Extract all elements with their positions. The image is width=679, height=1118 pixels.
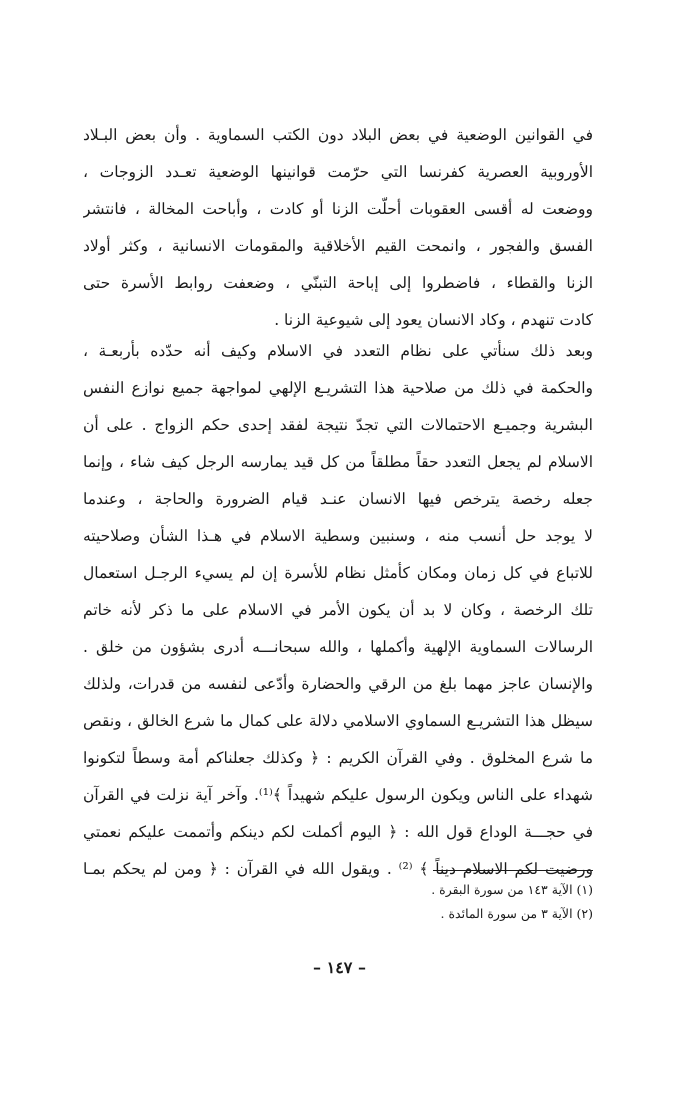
text-line: في حجـــة الوداع قول الله : ﴿ اليوم أكملت لكم دينكم وأتممت عليكم نعمتي bbox=[83, 823, 593, 841]
text-line: والإنسان عاجز مهما بلغ من الرقي والحضارة وأدّعى لنفسه من قدرات، ولذلك bbox=[83, 675, 593, 693]
text-line: الاسلام لم يجعل التعدد حقاً مطلقاً من كل قيد يمارسه الرجل كيف شاء ، وإنما bbox=[83, 453, 593, 471]
text-line: الرسالات السماوية الإلهية وأكملها ، والله سبحانـــه أدرى بشؤون من خلق . bbox=[83, 638, 593, 656]
text-line: ما شرع المخلوق . وفي القرآن الكريم : ﴿ وكذلك جعلناكم أمة وسطاً لتكونوا bbox=[83, 749, 593, 767]
text-line: والحكمة في ذلك من صلاحية هذا التشريـع الإلهي لمواجهة جميع نوازع النفس bbox=[83, 379, 593, 397]
text-line: في القوانين الوضعية في بعض البلاد دون الكتب السماوية . وأن بعض البـلاد bbox=[83, 126, 593, 144]
text-line: لا يوجد حل أنسب منه ، وسنبين وسطية الاسلام في هـذا الشأن وصلاحيته bbox=[83, 527, 593, 545]
text-line: سيظل هذا التشريـع السماوي الاسلامي دلالة على كمال ما شرع الخالق ، ونقص bbox=[83, 712, 593, 730]
text-line: الفسق والفجور ، وانمحت القيم الأخلاقية والمقومات الانسانية ، وكثر أولاد bbox=[83, 237, 593, 255]
text-line: تلك الرخصة ، وكان لا بد أن يكون الأمر في الاسلام على ما ذكر لأنه خاتم bbox=[83, 601, 593, 619]
footnote-2: (٢) الآية ٣ من سورة المائدة . bbox=[440, 906, 593, 921]
page-number: – ١٤٧ – bbox=[313, 958, 366, 977]
text-line: الأوروبية العصرية كفرنسا التي حرّمت قوانينها الوضعية تعـدد الزوجات ، bbox=[83, 163, 593, 181]
text-line: للاتباع في كل زمان ومكان كأمثل نظام للأسرة إن لم يسيء الرجـل استعمال bbox=[83, 564, 593, 582]
text-line: شهداء على الناس ويكون الرسول عليكم شهيداً ﴾⁽¹⁾. وآخر آية نزلت في القرآن bbox=[83, 786, 593, 804]
text-line: ورضيت لكم الاسلام ديناً ﴾ ⁽²⁾ . ويقول الله في القرآن : ﴿ ومن لم يحكم بمـا bbox=[83, 860, 593, 878]
text-line: وبعد ذلك سنأتي على نظام التعدد في الاسلام وكيف أنه حدّده بأربعـة ، bbox=[83, 342, 593, 360]
footnote-divider bbox=[433, 870, 593, 871]
footnotes bbox=[83, 878, 593, 926]
paragraph-2 bbox=[83, 333, 593, 888]
text-line: كادت تنهدم ، وكاد الانسان يعود إلى شيوعية الزنا . bbox=[274, 311, 593, 329]
text-line: البشرية وجميـع الاحتمالات التي تجدّ نتيجة لفقد إحدى حكم الزواج . على أن bbox=[83, 416, 593, 434]
text-line: الزنا والقطاء ، فاضطروا إلى إباحة التبنّي ، وضعفت روابط الأسرة حتى bbox=[83, 274, 593, 292]
paragraph-1 bbox=[83, 117, 593, 339]
text-line: جعله رخصة يترخص فيها الانسان عنـد قيام الضرورة والحاجة ، وعندما bbox=[83, 490, 593, 508]
footnote-1: (١) الآية ١٤٣ من سورة البقرة . bbox=[431, 882, 593, 897]
text-line: ووضعت له أقسى العقوبات أحلّت الزنا أو كادت ، وأباحت المخالة ، فانتشر bbox=[83, 200, 593, 218]
